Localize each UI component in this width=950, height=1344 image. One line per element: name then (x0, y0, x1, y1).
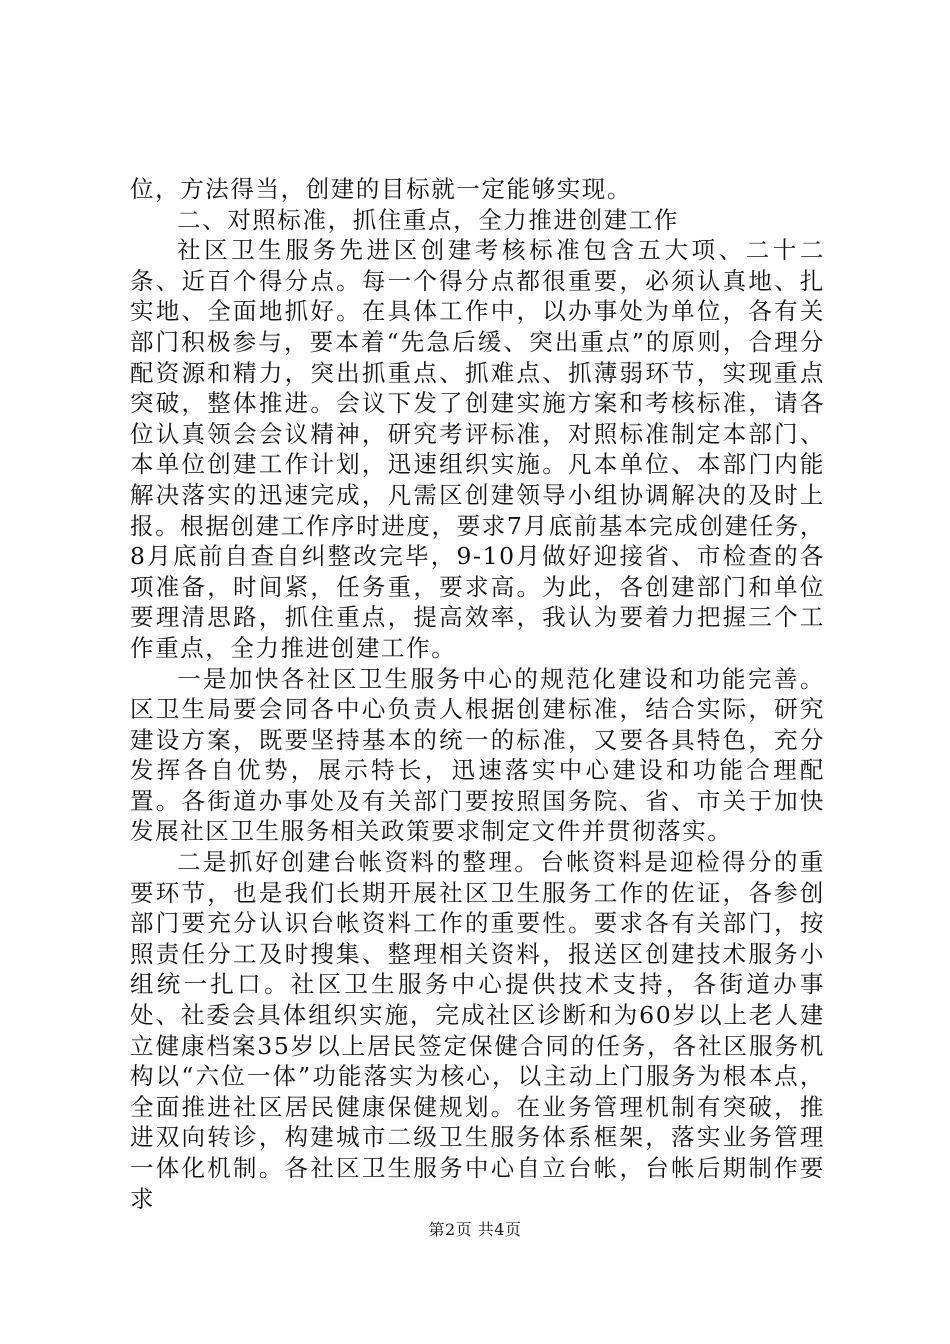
paragraph: 二是抓好创建台帐资料的整理。台帐资料是迎检得分的重要环节，也是我们长期开展社区卫生服务工作的佐证，各参创部门要充分认识台帐资料工作的重要性。要求各有关部门，按照责任分工及时搜集、整理相关资料，报送区创建技术服务小组统一扎口。社区卫生服务中心提供技术支持，各街道办事处、社委会具体组织实施，完成社区诊断和为60岁以上老人建立健康档案35岁以上居民签定保健合同的任务，各社区服务机构以“六位一体”功能落实为核心，以主动上门服务为根本点，全面推进社区居民健康保健规划。在业务管理机制有突破，推进双向转诊，构建城市二级卫生服务体系框架，落实业务管理一体化机制。各社区卫生服务中心自立台帐，台帐后期制作要求 (130, 848, 825, 1213)
paragraph: 一是加快各社区卫生服务中心的规范化建设和功能完善。区卫生局要会同各中心负责人根据创建标准，结合实际，研究建设方案，既要坚持基本的统一的标准，又要各具特色，充分发挥各自优势，展示特长，迅速落实中心建设和功能合理配置。各街道办事处及有关部门要按照国务院、省、市关于加快发展社区卫生服务相关政策要求制定文件并贯彻落实。 (130, 664, 825, 846)
page-number-footer: 第2页 共4页 (428, 1220, 522, 1239)
document-body (130, 174, 825, 1214)
paragraph-continuation: 位，方法得当，创建的目标就一定能够实现。 (130, 175, 632, 203)
paragraph: 社区卫生服务先进区创建考核标准包含五大项、二十二条、近百个得分点。每一个得分点都很重要，必须认真地、扎实地、全面地抓好。在具体工作中，以办事处为单位，各有关部门积极参与，要本着“先急后缓、突出重点”的原则，合理分配资源和精力，突出抓重点、抓难点、抓薄弱环节，实现重点突破，整体推进。会议下发了创建实施方案和考核标准，请各位认真领会会议精神，研究考评标准，对照标准制定本部门、本单位创建工作计划，迅速组织实施。凡本单位、本部门内能解决落实的迅速完成，凡需区创建领导小组协调解决的及时上报。根据创建工作序时进度，要求7月底前基本完成创建任务，8月底前自查自纠整改完毕，9-10月做好迎接省、市检查的各项准备，时间紧，任务重，要求高。为此，各创建部门和单位要理清思路，抓住重点，提高效率，我认为要着力把握三个工作重点，全力推进创建工作。 (130, 236, 825, 662)
section-heading: 二、对照标准，抓住重点，全力推进创建工作 (177, 205, 679, 234)
